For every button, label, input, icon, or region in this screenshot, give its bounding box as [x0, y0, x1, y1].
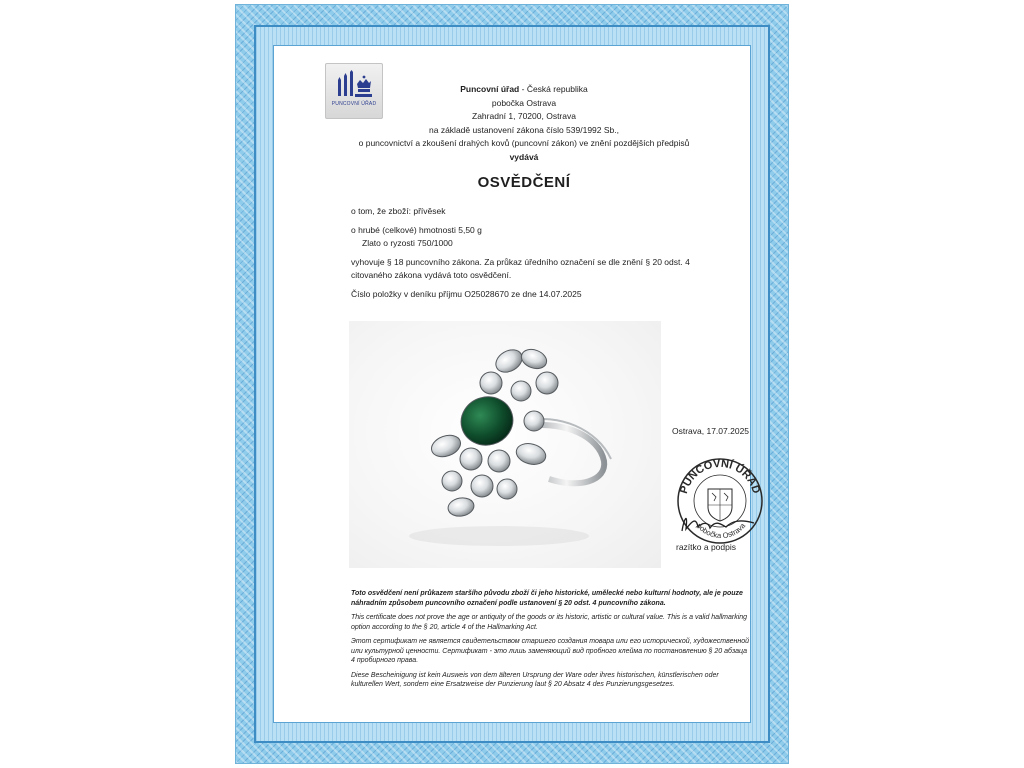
- certificate-body: [351, 205, 721, 307]
- place-and-date: Ostrava, 17.07.2025: [672, 426, 750, 436]
- disclaimer-russian: Этот сертификат не является свидетельством старшего создания товара или его исторической, художественной или культурной ценности. Сертификат - это лишь заменяющий вид пробного клейма по постановлению § 20 абзаца 4 пробирного права.: [351, 638, 749, 664]
- certificate-document: [235, 4, 789, 764]
- disclaimers: [351, 589, 751, 695]
- emerald-diamond-ring-photo: [349, 321, 661, 568]
- disclaimer-english: This certificate does not prove the age or antiquity of the goods or its historic, artistic or cultural value. This is a valid hallmarking option according to the § 20, article 4 of the Hallmarking Act.: [351, 614, 748, 631]
- record-line: Číslo položky v deníku příjmu O25028670 ze dne 14.07.2025: [351, 289, 582, 299]
- weight-line: o hrubé (celkové) hmotnosti 5,50 g: [351, 225, 482, 235]
- address-line: Zahradní 1, 70200, Ostrava: [472, 111, 576, 121]
- office-line: [374, 83, 674, 97]
- issues-text: vydává: [509, 151, 539, 162]
- legal-line-1: na základě ustanovení zákona číslo 539/1992 Sb.,: [429, 124, 619, 135]
- logo-caption: PUNCOVNÍ ÚŘAD: [331, 101, 377, 107]
- signature: [674, 501, 764, 541]
- disclaimer-czech: Toto osvědčení není průkazem staršího původu zboží či jeho historické, umělecké nebo kulturní hodnoty, ale je pouze náhradním způsobem puncovního označení podle ustanovení § 20 odst. 4 puncovního zákona.: [351, 590, 743, 607]
- certificate-title: OSVĚDČENÍ: [477, 174, 571, 191]
- office-name: Puncovní úřad: [460, 84, 520, 94]
- stamp-bottom-text: pobočka Ostrava: [694, 521, 748, 541]
- legal-line-2: o puncovnictví a zkoušení drahých kovů (puncovní zákon) ve znění pozdějších předpisů: [358, 138, 690, 148]
- castle-crown-emblem-icon: [335, 70, 373, 100]
- branch-line: pobočka Ostrava: [491, 97, 557, 108]
- issuer-header: [358, 83, 690, 164]
- purity-line: Zlato o ryzosti 750/1000: [362, 238, 453, 248]
- stamp-and-signature-label: razítko a podpis: [676, 542, 737, 552]
- office-country: - Česká republika: [519, 84, 588, 94]
- ring-photo: [349, 321, 661, 568]
- compliance-text: vyhovuje § 18 puncovního zákona. Za průkaz úředního označení se dle znění § 20 odst. 4 citovaného zákona vydává toto osvědčení.: [351, 257, 690, 280]
- goods-line: o tom, že zboží: přívěsek: [351, 206, 446, 216]
- disclaimer-german: Diese Bescheinigung ist kein Ausweis von dem älteren Ursprung der Ware oder ihres historischen, künstlerischen oder kulturellen Wert, sondern eine Ersatzweise der Punzierung laut § 20 Absatz 4 des Punzierungsgesetzes.: [351, 671, 719, 688]
- issues-line: [374, 151, 674, 165]
- certificate-paper: [273, 45, 763, 723]
- stamp-top-text: PUNCOVNÍ ÚŘAD: [677, 457, 763, 496]
